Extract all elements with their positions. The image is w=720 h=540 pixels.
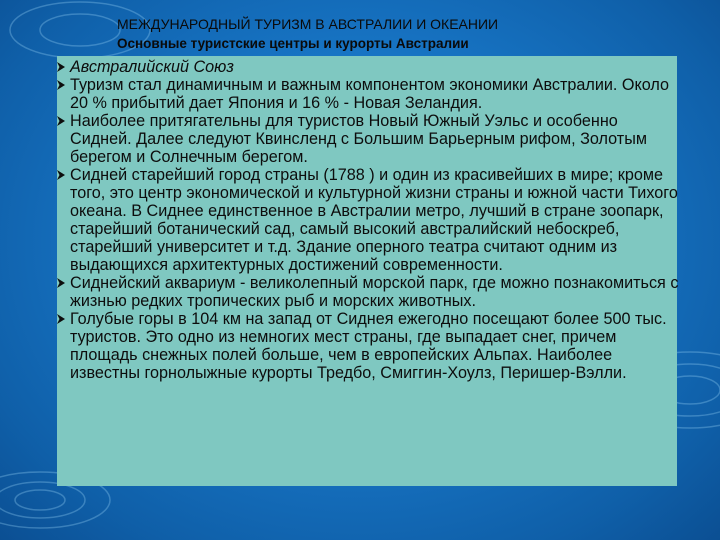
title-line-1: МЕЖДУНАРОДНЫЙ ТУРИЗМ В АВСТРАЛИИ И ОКЕАНИИ (117, 16, 499, 32)
arrowhead-bullet-icon (56, 170, 66, 180)
bullet-text: Австралийский Союз (70, 58, 234, 76)
arrowhead-bullet-icon (56, 80, 66, 90)
arrowhead-bullet-icon (56, 116, 66, 126)
bullet-item (0, 112, 680, 166)
bullet-text: Наиболее притягательны для туристов Новый Южный Уэльс и особенно Сидней. Далее следуют Квинсленд с Большим Барьерным рифом, Золотым берегом и Солнечным берегом. (70, 112, 647, 166)
arrowhead-bullet-icon (56, 314, 66, 324)
bullet-text: Туризм стал динамичным и важным компонентом экономики Австралии. Около 20 % прибытий дает Япония и 16 % - Новая Зеландия. (70, 76, 670, 112)
bullet-text: Сидней старейший город страны (1788 ) и один из красивейших в мире; кроме того, это центр экономической и культурной жизни страны и южной части Тихого океана. В Сиднее единственное в Австралии метро, лучший в стране зоопарк, старейший ботанический сад, самый высокий австралийский небоскреб, старейший университет и т.д. Здание оперного театра считают одним из выдающихся архитектурных достижений современности. (70, 166, 678, 274)
bullet-item (0, 76, 680, 112)
bullet-text: Сиднейский аквариум - великолепный морской парк, где можно познакомиться с жизнью редких тропических рыб и морских животных. (70, 274, 679, 310)
bullet-item (0, 58, 680, 76)
bullet-item (0, 310, 680, 382)
arrowhead-bullet-icon (56, 62, 66, 72)
bullet-item (0, 274, 680, 310)
title-line-2: Основные туристские центры и курорты Австралии (117, 36, 469, 51)
bullet-text: Голубые горы в 104 км на запад от Сиднея ежегодно посещают более 500 тыс. туристов. Это одно из немногих мест страны, где выпадает снег, причем площадь снежных полей больше, чем в европейских Альпах. Наиболее известны горнолыжные курорты Тредбо, Смиггин-Хоулз, Перишер-Вэлли. (70, 310, 667, 382)
slide-title (117, 14, 677, 54)
bullet-item (0, 166, 680, 274)
arrowhead-bullet-icon (56, 278, 66, 288)
bullet-list (0, 58, 680, 382)
